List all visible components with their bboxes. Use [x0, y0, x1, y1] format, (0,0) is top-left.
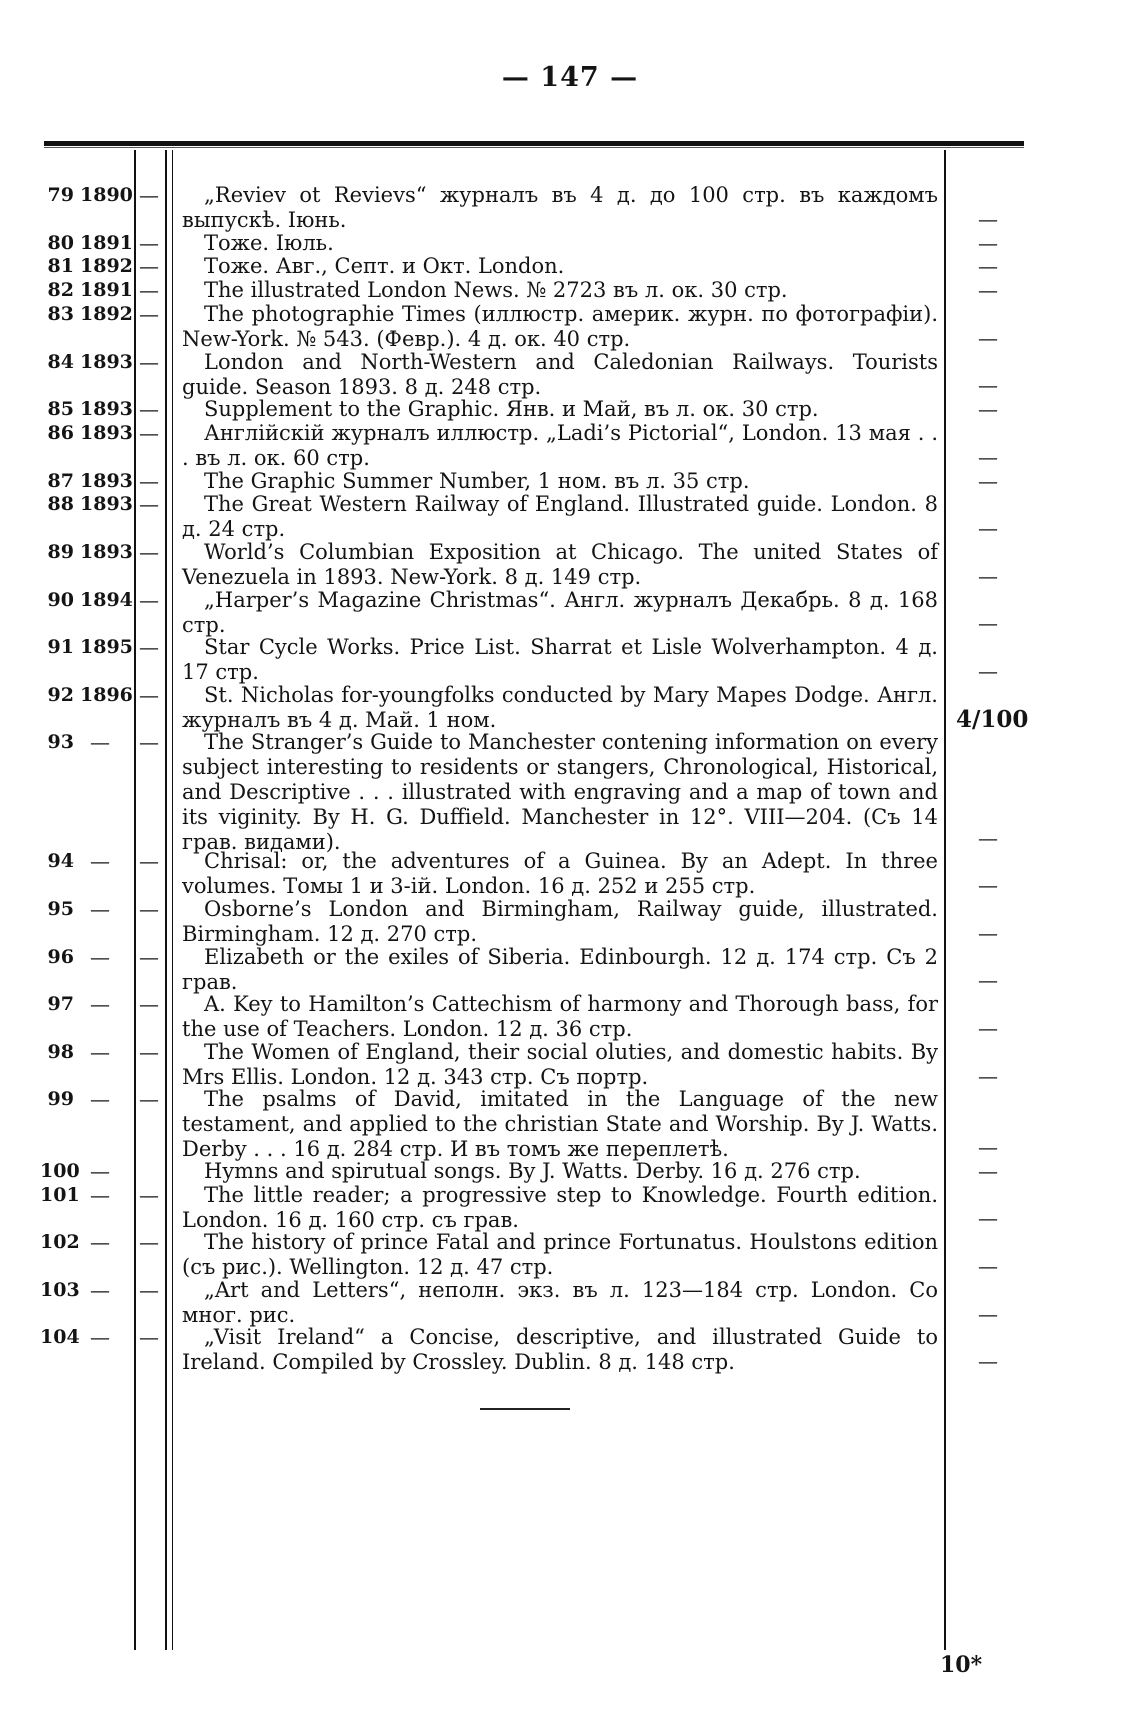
- entry-text: Тоже. Іюль.: [204, 230, 334, 255]
- entry-text: The Stranger’s Guide to Manchester contening information on every subject interesting to residents or stangers, Chronological, Historical, and Descriptive . . . illustrated with engraving and a map of town and its viginity. By H. G. Duffield. Manchester in 12°. VIII—204. (Съ 14 грав. видами).: [182, 730, 938, 855]
- column-dash: —: [139, 587, 159, 612]
- entry-number: 93: [47, 731, 74, 754]
- entry-year: 1893: [80, 493, 133, 516]
- column-dash: —: [139, 1039, 159, 1064]
- year-dash: —: [90, 1087, 110, 1112]
- entry-year: 1893: [80, 541, 133, 563]
- entry-price: —: [978, 1134, 998, 1159]
- entry-number: 101: [40, 1183, 80, 1206]
- entry-price: —: [978, 920, 998, 945]
- entry-number: 97: [47, 993, 74, 1016]
- column-dash: —: [139, 944, 159, 969]
- year-dash: —: [90, 1158, 110, 1183]
- entry-text: Chrisal: or, the adventures of a Guinea. By an Adept. In three volumes. Томы 1 и 3-ій. London. 16 д. 252 и 255 стр.: [182, 849, 938, 899]
- column-dash: —: [139, 1230, 159, 1255]
- year-dash: —: [90, 730, 110, 755]
- entry-number: 79: [47, 184, 74, 206]
- entry-year: 1891: [80, 231, 133, 254]
- column-dash: —: [139, 302, 159, 326]
- column-dash: —: [139, 730, 159, 755]
- entry-price: —: [978, 206, 998, 231]
- entry-price: —: [978, 325, 998, 350]
- entry-price: —: [978, 1253, 998, 1278]
- end-rule: [480, 1408, 570, 1410]
- year-dash: —: [90, 1277, 110, 1302]
- entry-price: —: [978, 1206, 998, 1231]
- column-dash: —: [139, 992, 159, 1017]
- year-dash: —: [90, 1039, 110, 1064]
- entry-text: „Harper’s Magazine Christmas“. Англ. журналъ Декабрь. 8 д. 168 стр.: [182, 587, 938, 637]
- entry-price: —: [978, 1015, 998, 1040]
- column-dash: —: [139, 897, 159, 921]
- signature-mark: 10*: [940, 1652, 983, 1678]
- entry-text: Star Cycle Works. Price List. Sharrat et Lisle Wolverhampton. 4 д. 17 стр.: [182, 635, 938, 685]
- entry-price: 4/100: [956, 705, 1029, 733]
- column-dash: —: [139, 635, 159, 660]
- entry-price: —: [978, 373, 998, 398]
- column-rule-dash: [165, 150, 167, 1650]
- entry-year: 1893: [80, 398, 133, 421]
- entry-number: 96: [47, 945, 74, 968]
- entry-text: „Reviev ot Revievs“ журналъ въ 4 д. до 100 стр. въ каждомъ выпускѣ. Іюнь.: [182, 183, 938, 232]
- entry-year: 1893: [80, 422, 133, 444]
- entry-price: —: [978, 611, 998, 636]
- year-dash: —: [90, 944, 110, 969]
- column-dash: —: [139, 278, 159, 303]
- entry-price: —: [978, 658, 998, 683]
- column-dash: —: [139, 540, 159, 564]
- entry-text: The Graphic Summer Number, 1 ном. въ л. 35 стр.: [204, 468, 750, 493]
- column-dash: —: [139, 183, 159, 207]
- entry-text: Англійскій журналъ иллюстр. „Ladi’s Pictorial“, London. 13 мая . . . въ л. ок. 60 стр.: [182, 421, 938, 470]
- entry-text: „Art and Letters“, неполн. экз. въ л. 123—184 стр. London. Со мног. рис.: [182, 1277, 938, 1327]
- entry-text: The photographie Times (иллюстр. америк. журн. по фотографіи). New-York. № 543. (Февр.). 4 д. ок. 40 стр.: [182, 302, 938, 351]
- entry-number: 99: [47, 1088, 74, 1111]
- entry-year: 1892: [80, 303, 133, 325]
- entry-number: 82: [47, 279, 74, 302]
- entry-number: 102: [40, 1231, 80, 1254]
- entry-number: 95: [47, 898, 74, 920]
- entry-text: A. Key to Hamilton’s Cattechism of harmony and Thorough bass, for the use of Teachers. London. 12 д. 36 стр.: [182, 992, 938, 1042]
- entry-year: 1890: [80, 184, 133, 206]
- entry-number: 100: [40, 1159, 80, 1182]
- column-dash: —: [139, 682, 159, 707]
- year-dash: —: [90, 1325, 110, 1350]
- column-dash: —: [139, 1277, 159, 1302]
- column-rule-price: [944, 150, 946, 1650]
- entry-price: —: [978, 825, 998, 850]
- year-dash: —: [90, 849, 110, 874]
- page-number: — 147 —: [501, 62, 639, 93]
- entry-price: —: [978, 468, 998, 493]
- entry-year: 1893: [80, 469, 133, 492]
- entry-text: The little reader; a progressive step to Knowledge. Fourth edition. London. 16 д. 160 стр. съ грав.: [182, 1182, 938, 1232]
- entry-text: The psalms of David, imitated in the Language of the new testament, and applied to the christian State and Worship. By J. Watts. Derby . . . 16 д. 284 стр. И въ томъ же переплетѣ.: [182, 1087, 938, 1162]
- year-dash: —: [90, 897, 110, 921]
- entry-number: 84: [47, 350, 74, 373]
- entry-year: 1893: [80, 350, 133, 373]
- entry-number: 83: [47, 303, 74, 325]
- entry-text: Supplement to the Graphic. Янв. и Май, въ л. ок. 30 стр.: [204, 397, 819, 422]
- entry-price: —: [978, 230, 998, 255]
- entry-price: —: [978, 1349, 998, 1374]
- entry-text: Osborne’s London and Birmingham, Railway guide, illustrated. Birmingham. 12 д. 270 стр.: [182, 897, 938, 946]
- column-dash: —: [139, 1087, 159, 1112]
- column-dash: —: [139, 349, 159, 374]
- entry-number: 85: [47, 398, 74, 421]
- entry-price: —: [978, 1301, 998, 1326]
- entry-year: 1896: [80, 683, 133, 706]
- entry-text: The history of prince Fatal and prince Fortunatus. Houlstons edition (съ рис.). Wellington. 12 д. 47 стр.: [182, 1230, 938, 1280]
- column-dash: —: [139, 230, 159, 255]
- entry-number: 81: [47, 255, 74, 278]
- entry-price: —: [978, 563, 998, 588]
- entry-text: The illustrated London News. № 2723 въ л. ок. 30 стр.: [204, 278, 788, 303]
- entry-number: 104: [40, 1326, 80, 1349]
- entry-text: The Women of England, their social oluties, and domestic habits. By Mrs Ellis. London. 12 д. 343 стр. Съ портр.: [182, 1039, 938, 1089]
- column-dash: —: [139, 421, 159, 445]
- entry-year: 1895: [80, 636, 133, 659]
- entry-text: London and North-Western and Caledonian Railways. Tourists guide. Season 1893. 8 д. 248 стр.: [182, 349, 938, 399]
- column-dash: —: [139, 492, 159, 517]
- column-dash: —: [139, 1182, 159, 1207]
- column-dash: —: [139, 254, 159, 279]
- entry-text: St. Nicholas for-youngfolks conducted by Mary Mapes Dodge. Англ. журналъ въ 4 д. Май. 1 ном.: [182, 682, 938, 732]
- entry-number: 86: [47, 422, 74, 444]
- column-dash: —: [139, 468, 159, 493]
- entry-number: 87: [47, 469, 74, 492]
- entry-number: 103: [40, 1278, 80, 1301]
- column-dash: —: [139, 1325, 159, 1350]
- entry-number: 91: [47, 636, 74, 659]
- year-dash: —: [90, 1182, 110, 1207]
- column-rule-text-left: [172, 150, 173, 1650]
- entry-price: —: [978, 397, 998, 422]
- entry-number: 89: [47, 541, 74, 563]
- entry-text: Тоже. Авг., Септ. и Окт. London.: [204, 254, 565, 279]
- entry-price: —: [978, 1158, 998, 1183]
- entry-text: „Visit Ireland“ a Concise, descriptive, and illustrated Guide to Ireland. Compiled by Crossley. Dublin. 8 д. 148 стр.: [182, 1325, 938, 1375]
- entry-year: 1892: [80, 255, 133, 278]
- year-dash: —: [90, 992, 110, 1017]
- entry-price: —: [978, 254, 998, 279]
- column-dash: —: [139, 397, 159, 422]
- entry-number: 90: [47, 588, 74, 611]
- entry-price: —: [978, 1063, 998, 1088]
- entry-price: —: [978, 444, 998, 469]
- entry-price: —: [978, 873, 998, 898]
- entry-year: 1894: [80, 588, 133, 611]
- entry-text: Elizabeth or the exiles of Siberia. Edinbourgh. 12 д. 174 стр. Съ 2 грав.: [182, 944, 938, 994]
- entry-price: —: [978, 968, 998, 993]
- top-rule: [44, 141, 1024, 146]
- entry-number: 98: [47, 1040, 74, 1063]
- entry-text: World’s Columbian Exposition at Chicago. The united States of Venezuela in 1893. New-York. 8 д. 149 стр.: [182, 540, 938, 589]
- entry-number: 94: [47, 850, 74, 873]
- year-dash: —: [90, 1230, 110, 1255]
- entry-number: 92: [47, 683, 74, 706]
- top-rule-thin: [44, 147, 1024, 148]
- entry-price: —: [978, 278, 998, 303]
- entry-text: The Great Western Railway of England. Illustrated guide. London. 8 д. 24 стр.: [182, 492, 938, 542]
- entry-text: Hymns and spirutual songs. By J. Watts. Derby. 16 д. 276 стр.: [204, 1158, 861, 1183]
- entry-number: 80: [47, 231, 74, 254]
- entry-number: 88: [47, 493, 74, 516]
- column-dash: —: [139, 849, 159, 874]
- column-rule-year: [134, 150, 136, 1650]
- entry-price: —: [978, 516, 998, 541]
- entry-year: 1891: [80, 279, 133, 302]
